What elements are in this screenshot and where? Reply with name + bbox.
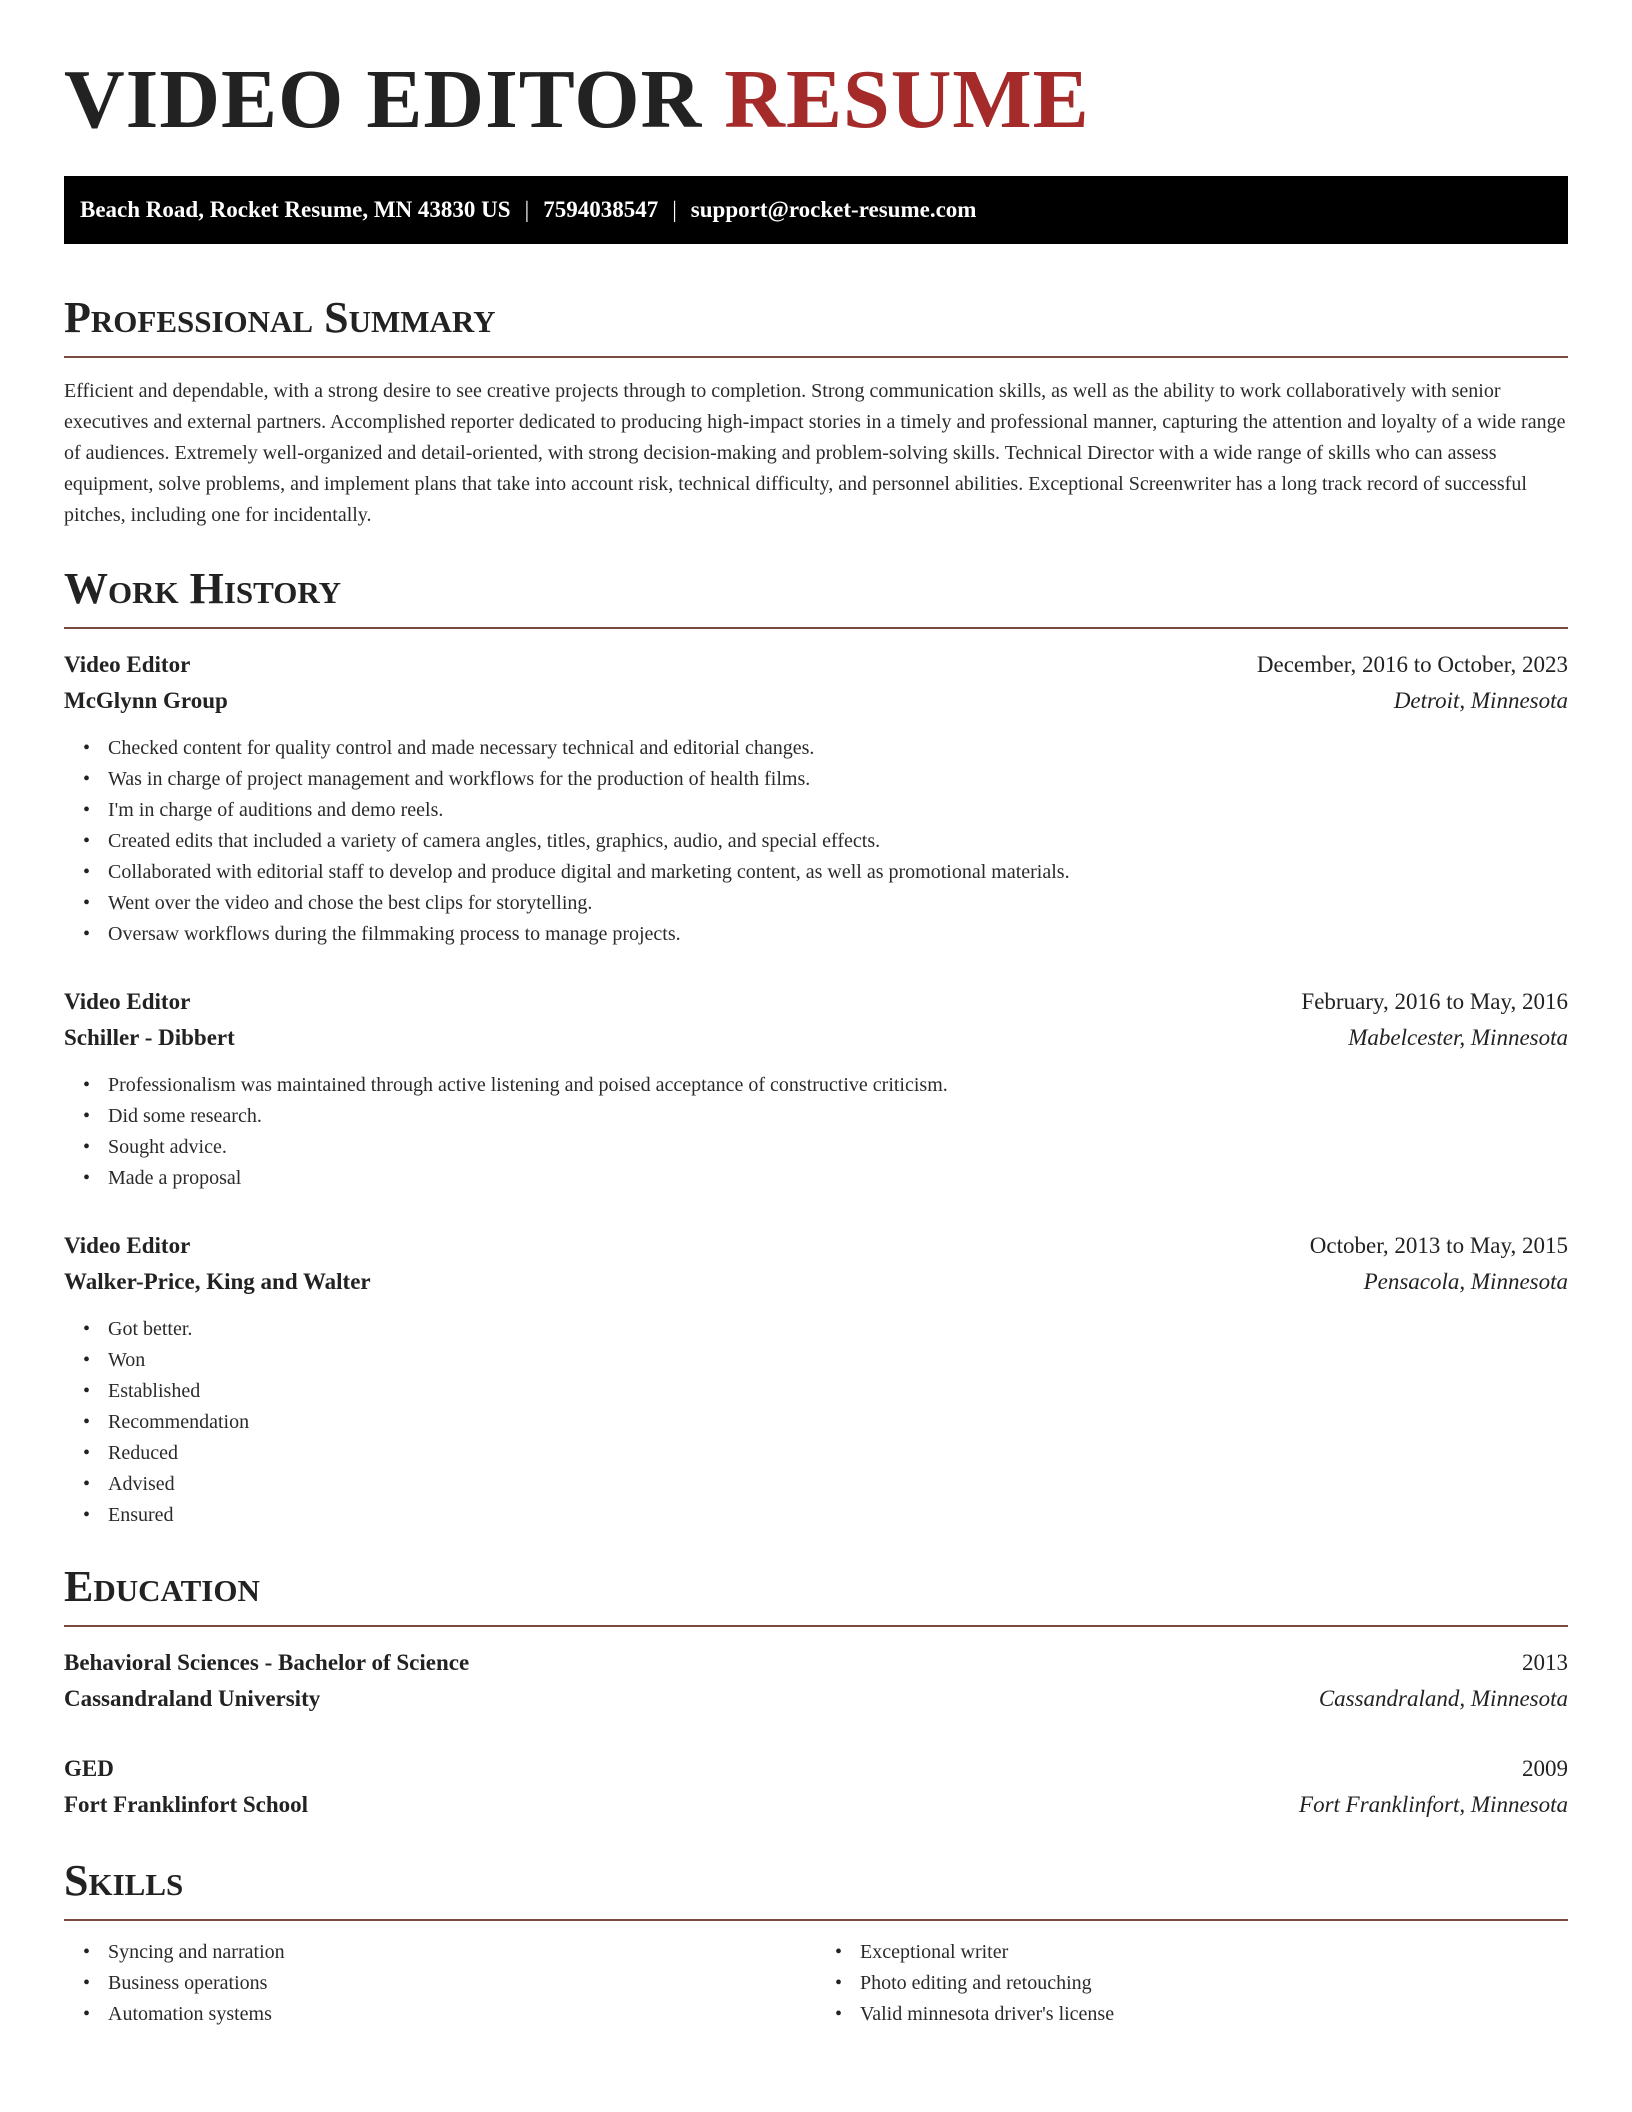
list-item: • Established [108, 1376, 1568, 1407]
contact-phone: 7594038547 [543, 197, 659, 222]
education-degree-row [64, 1751, 1568, 1787]
list-item: • Professionalism was maintained through active listening and poised acceptance of constructive criticism. [108, 1070, 1568, 1101]
skill-item: • Automation systems [108, 1999, 816, 2030]
contact-bar [64, 176, 1568, 244]
job-location: Mabelcester, Minnesota [1348, 1025, 1568, 1050]
skills-columns [64, 1937, 1568, 2030]
education-school-row [64, 1787, 1568, 1823]
job-company: McGlynn Group [64, 688, 228, 713]
skill-item: • Exceptional writer [860, 1937, 1568, 1968]
job-title: Video Editor [64, 989, 191, 1014]
skill-item: • Business operations [108, 1968, 816, 1999]
job-entry [64, 647, 1568, 950]
job-location: Detroit, Minnesota [1393, 688, 1568, 713]
skills-right-column [816, 1937, 1568, 2030]
education-location: Fort Franklinfort, Minnesota [1299, 1792, 1568, 1817]
job-header-row [64, 984, 1568, 1020]
job-company-row [64, 1264, 1568, 1300]
section-heading-skills: Skills [64, 1859, 1568, 1921]
job-location: Pensacola, Minnesota [1363, 1269, 1568, 1294]
education-year: 2013 [1522, 1650, 1568, 1675]
title-accent: RESUME [724, 53, 1090, 146]
title-main: VIDEO EDITOR [64, 53, 703, 146]
section-heading-education: Education [64, 1565, 1568, 1627]
section-heading-work-history: Work History [64, 567, 1568, 629]
list-item: • Collaborated with editorial staff to develop and produce digital and marketing content, as well as promotional materials. [108, 857, 1568, 888]
education-school-row [64, 1681, 1568, 1717]
list-item: • Checked content for quality control and made necessary technical and editorial changes. [108, 733, 1568, 764]
list-item: • Won [108, 1345, 1568, 1376]
job-dates: February, 2016 to May, 2016 [1301, 989, 1568, 1014]
list-item: • Advised [108, 1469, 1568, 1500]
job-bullets [64, 733, 1568, 950]
job-header-row [64, 1228, 1568, 1264]
section-heading-summary: Professional Summary [64, 296, 1568, 358]
list-item: • Created edits that included a variety of camera angles, titles, graphics, audio, and special effects. [108, 826, 1568, 857]
education-entry [64, 1751, 1568, 1823]
list-item: • Reduced [108, 1438, 1568, 1469]
list-item: • Did some research. [108, 1101, 1568, 1132]
job-company: Schiller - Dibbert [64, 1025, 235, 1050]
job-company-row [64, 683, 1568, 719]
job-company: Walker-Price, King and Walter [64, 1269, 371, 1294]
education-degree: GED [64, 1756, 114, 1781]
education-school: Cassandraland University [64, 1686, 321, 1711]
contact-separator: | [524, 197, 530, 222]
skills-left-column [64, 1937, 816, 2030]
summary-text: Efficient and dependable, with a strong desire to see creative projects through to completion. Strong communication skills, as well as the ability to work collaboratively with senior executives and external partners. Accomplished reporter dedicated to producing high-impact stories in a timely and professional manner, capturing the attention and loyalty of a wide range of audiences. Extremely well-organized and detail-oriented, with strong decision-making and problem-solving skills. Technical Director with a wide range of skills who can assess equipment, solve problems, and implement plans that take into account risk, technical difficulty, and personnel abilities. Exceptional Screenwriter has a long track record of successful pitches, including one for incidentally. [64, 380, 1566, 526]
list-item: • Recommendation [108, 1407, 1568, 1438]
list-item: • I'm in charge of auditions and demo reels. [108, 795, 1568, 826]
job-dates: October, 2013 to May, 2015 [1309, 1233, 1568, 1258]
job-bullets [64, 1070, 1568, 1194]
job-bullets [64, 1314, 1568, 1531]
education-degree-row [64, 1645, 1568, 1681]
job-title: Video Editor [64, 1233, 191, 1258]
contact-separator: | [672, 197, 677, 222]
skill-item: • Syncing and narration [108, 1937, 816, 1968]
education-location: Cassandraland, Minnesota [1318, 1686, 1568, 1711]
list-item: • Got better. [108, 1314, 1568, 1345]
education-degree: Behavioral Sciences - Bachelor of Science [64, 1650, 470, 1675]
skill-item: • Valid minnesota driver's license [860, 1999, 1568, 2030]
resume-title [64, 53, 1568, 146]
list-item: • Was in charge of project management and workflows for the production of health films. [108, 764, 1568, 795]
list-item: • Sought advice. [108, 1132, 1568, 1163]
skill-item: • Photo editing and retouching [860, 1968, 1568, 1999]
education-entry [64, 1645, 1568, 1717]
job-company-row [64, 1020, 1568, 1056]
list-item: • Ensured [108, 1500, 1568, 1531]
job-header-row [64, 647, 1568, 683]
job-title: Video Editor [64, 652, 191, 677]
list-item: • Oversaw workflows during the filmmaking process to manage projects. [108, 919, 1568, 950]
job-entry [64, 1228, 1568, 1531]
education-year: 2009 [1522, 1756, 1568, 1781]
list-item: • Made a proposal [108, 1163, 1568, 1194]
job-dates: December, 2016 to October, 2023 [1256, 652, 1568, 677]
contact-email: support@rocket-resume.com [690, 197, 977, 222]
list-item: • Went over the video and chose the best clips for storytelling. [108, 888, 1568, 919]
resume-page [64, 0, 1568, 2030]
contact-address: Beach Road, Rocket Resume, MN 43830 US [80, 197, 511, 222]
education-school: Fort Franklinfort School [64, 1792, 309, 1817]
job-entry [64, 984, 1568, 1194]
